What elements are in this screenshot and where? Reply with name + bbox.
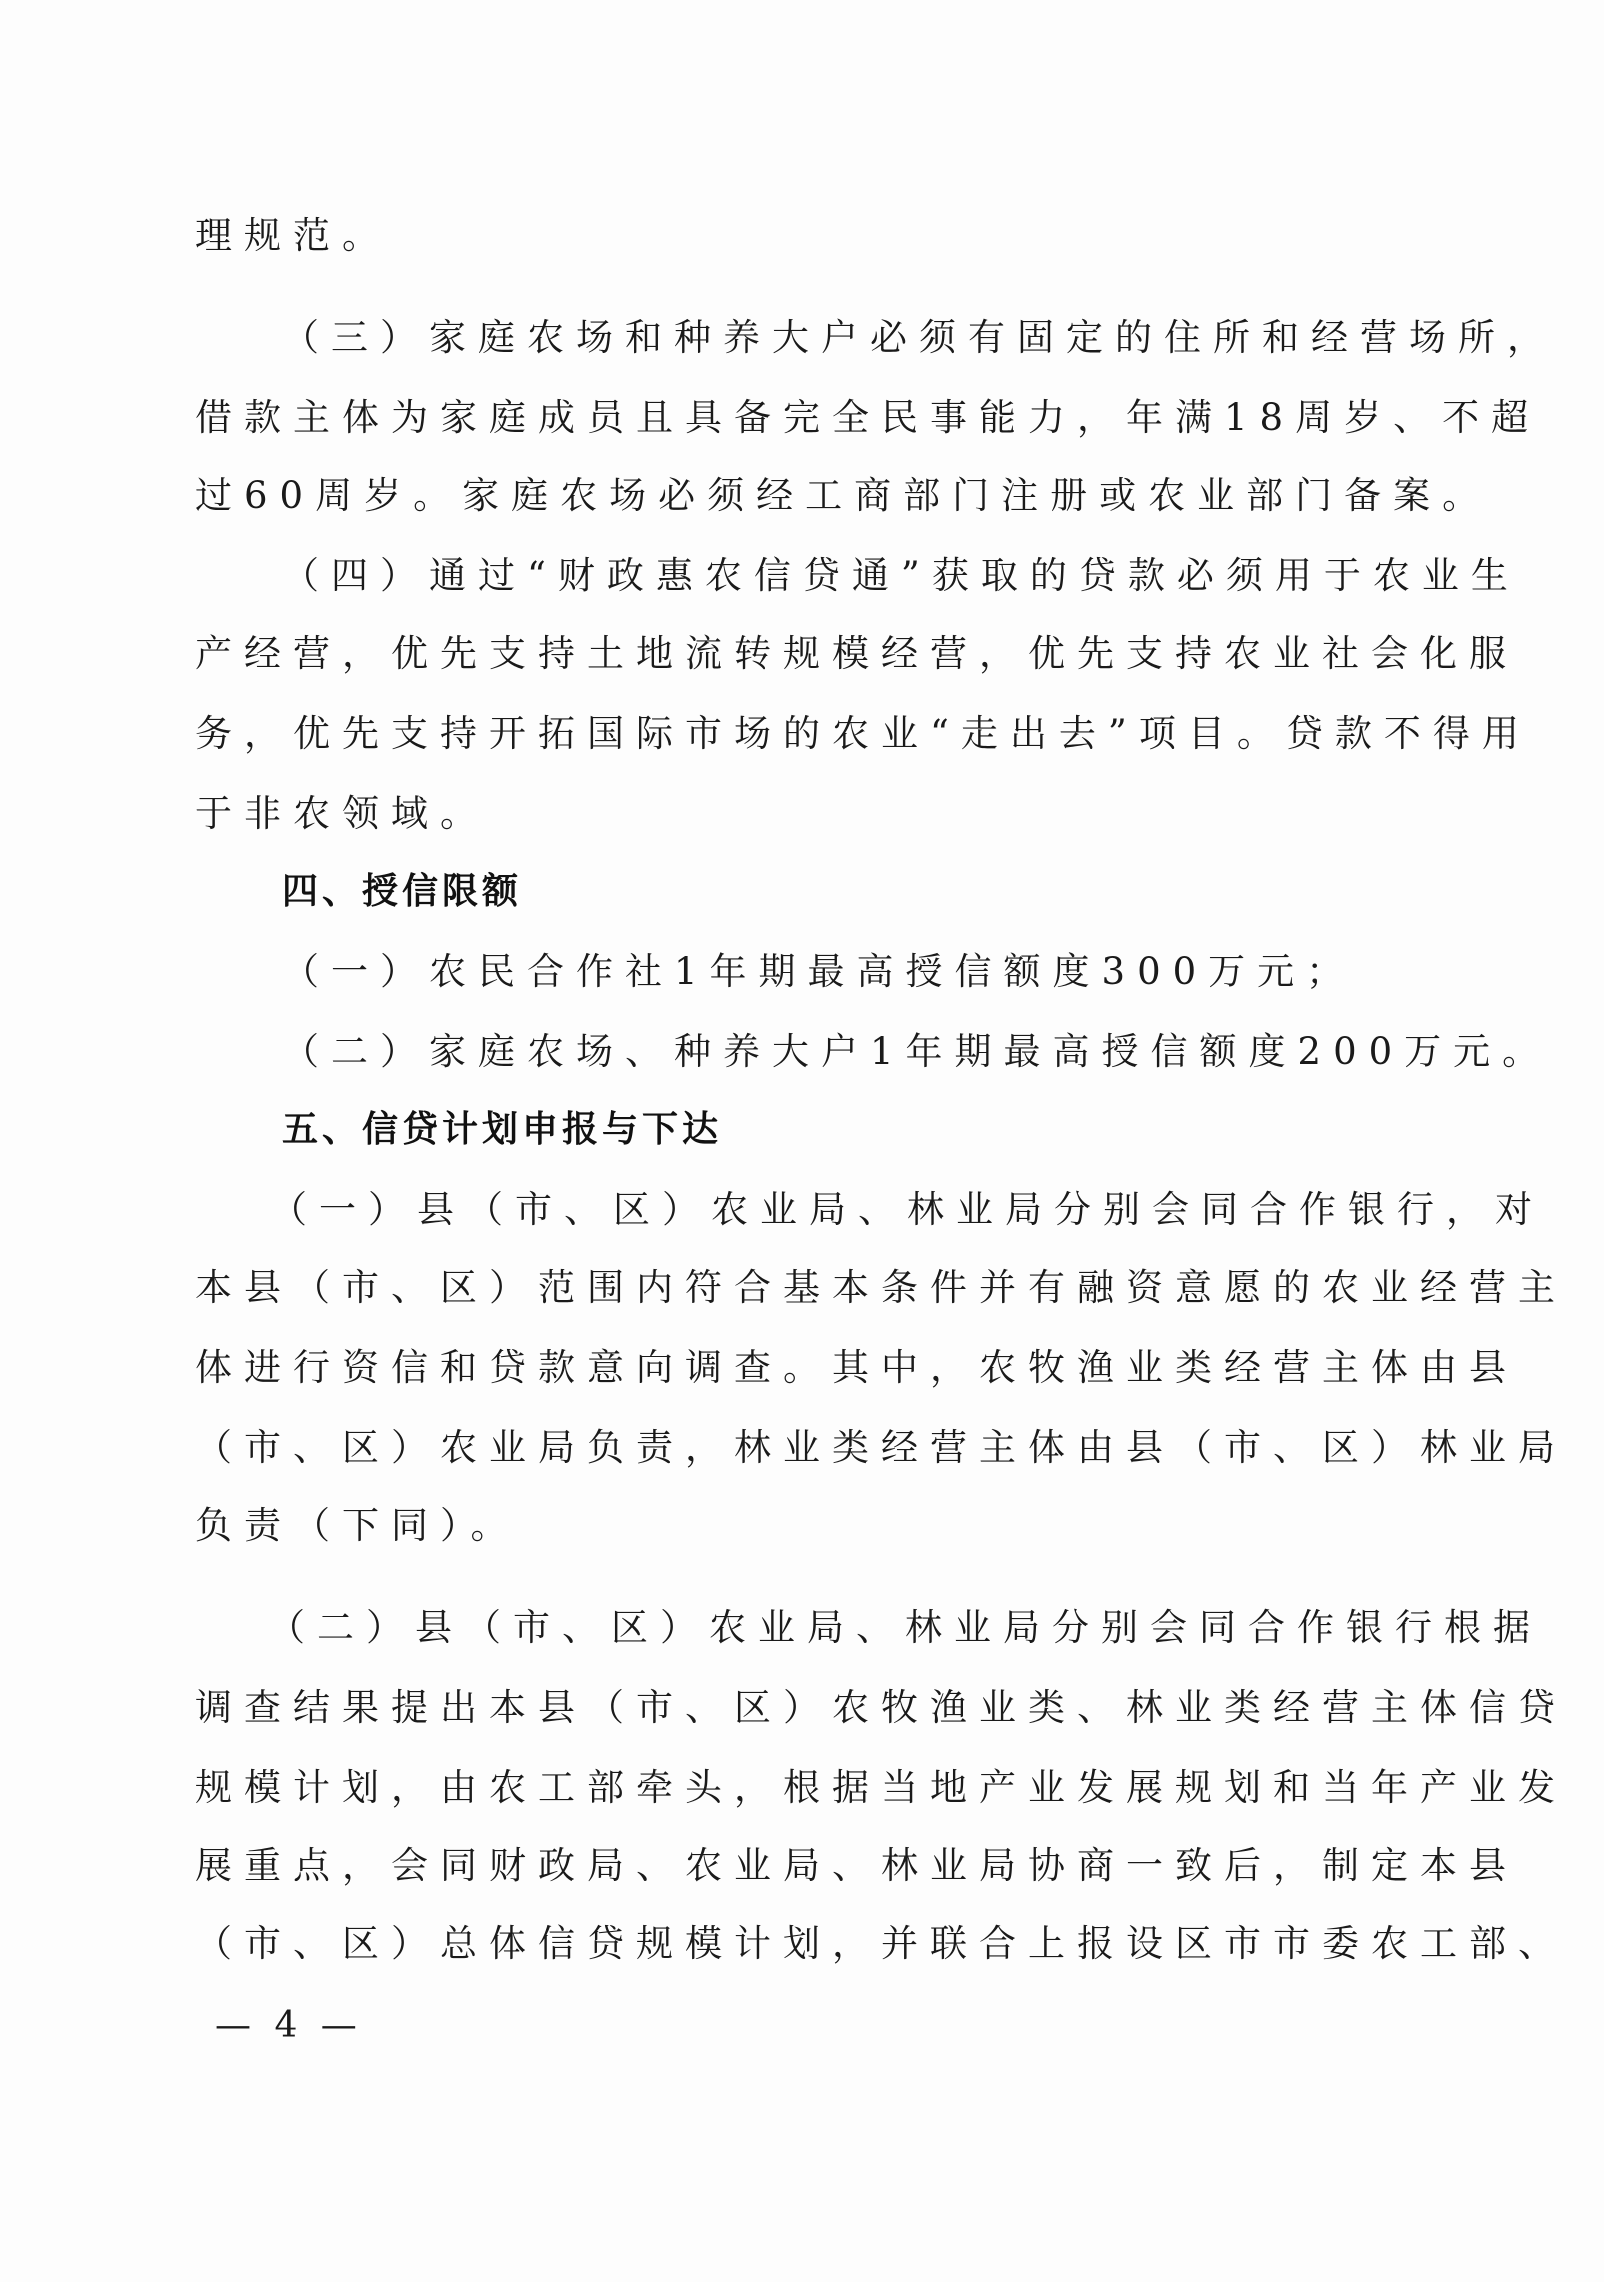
text-line: 展重点，会同财政局、农业局、林业局协商一致后，制定本县 [195, 1844, 1518, 1887]
text-line: 产经营，优先支持土地流转规模经营，优先支持农业社会化服 [195, 632, 1518, 675]
section-heading: 五、信贷计划申报与下达 [282, 1109, 723, 1150]
text-line: （三）家庭农场和种养大户必须有固定的住所和经营场所， [282, 316, 1556, 359]
text-line: 本县（市、区）范围内符合基本条件并有融资意愿的农业经营主 [195, 1266, 1567, 1309]
text-line: 理规范。 [195, 214, 391, 257]
text-line: 负责（下同）。 [195, 1504, 520, 1547]
text-line: 体进行资信和贷款意向调查。其中，农牧渔业类经营主体由县 [195, 1346, 1518, 1389]
text-line: （市、区）总体信贷规模计划，并联合上报设区市市委农工部、 [195, 1922, 1567, 1965]
text-line: 于非农领域。 [195, 792, 489, 835]
section-heading: 四、授信限额 [282, 871, 523, 912]
text-line: 规模计划，由农工部牵头，根据当地产业发展规划和当年产业发 [195, 1766, 1567, 1809]
text-line: （一）县（市、区）农业局、林业局分别会同合作银行，对 [270, 1188, 1544, 1231]
text-line: 调查结果提出本县（市、区）农牧渔业类、林业类经营主体信贷 [195, 1686, 1567, 1729]
text-line: （二）县（市、区）农业局、林业局分别会同合作银行根据 [268, 1606, 1542, 1649]
page-number: — 4 — [215, 2005, 363, 2046]
text-line: （市、区）农业局负责，林业类经营主体由县（市、区）林业局 [195, 1426, 1567, 1469]
text-line: 过60周岁。家庭农场必须经工商部门注册或农业部门备案。 [195, 474, 1492, 517]
text-line: （四）通过“财政惠农信贷通”获取的贷款必须用于农业生 [282, 554, 1520, 597]
text-line: （一）农民合作社1年期最高授信额度300万元； [282, 950, 1356, 993]
text-line: （二）家庭农场、种养大户1年期最高授信额度200万元。 [282, 1030, 1552, 1073]
text-line: 务，优先支持开拓国际市场的农业“走出去”项目。贷款不得用 [195, 712, 1531, 755]
text-line: 借款主体为家庭成员且具备完全民事能力，年满18周岁、不超 [195, 396, 1541, 439]
